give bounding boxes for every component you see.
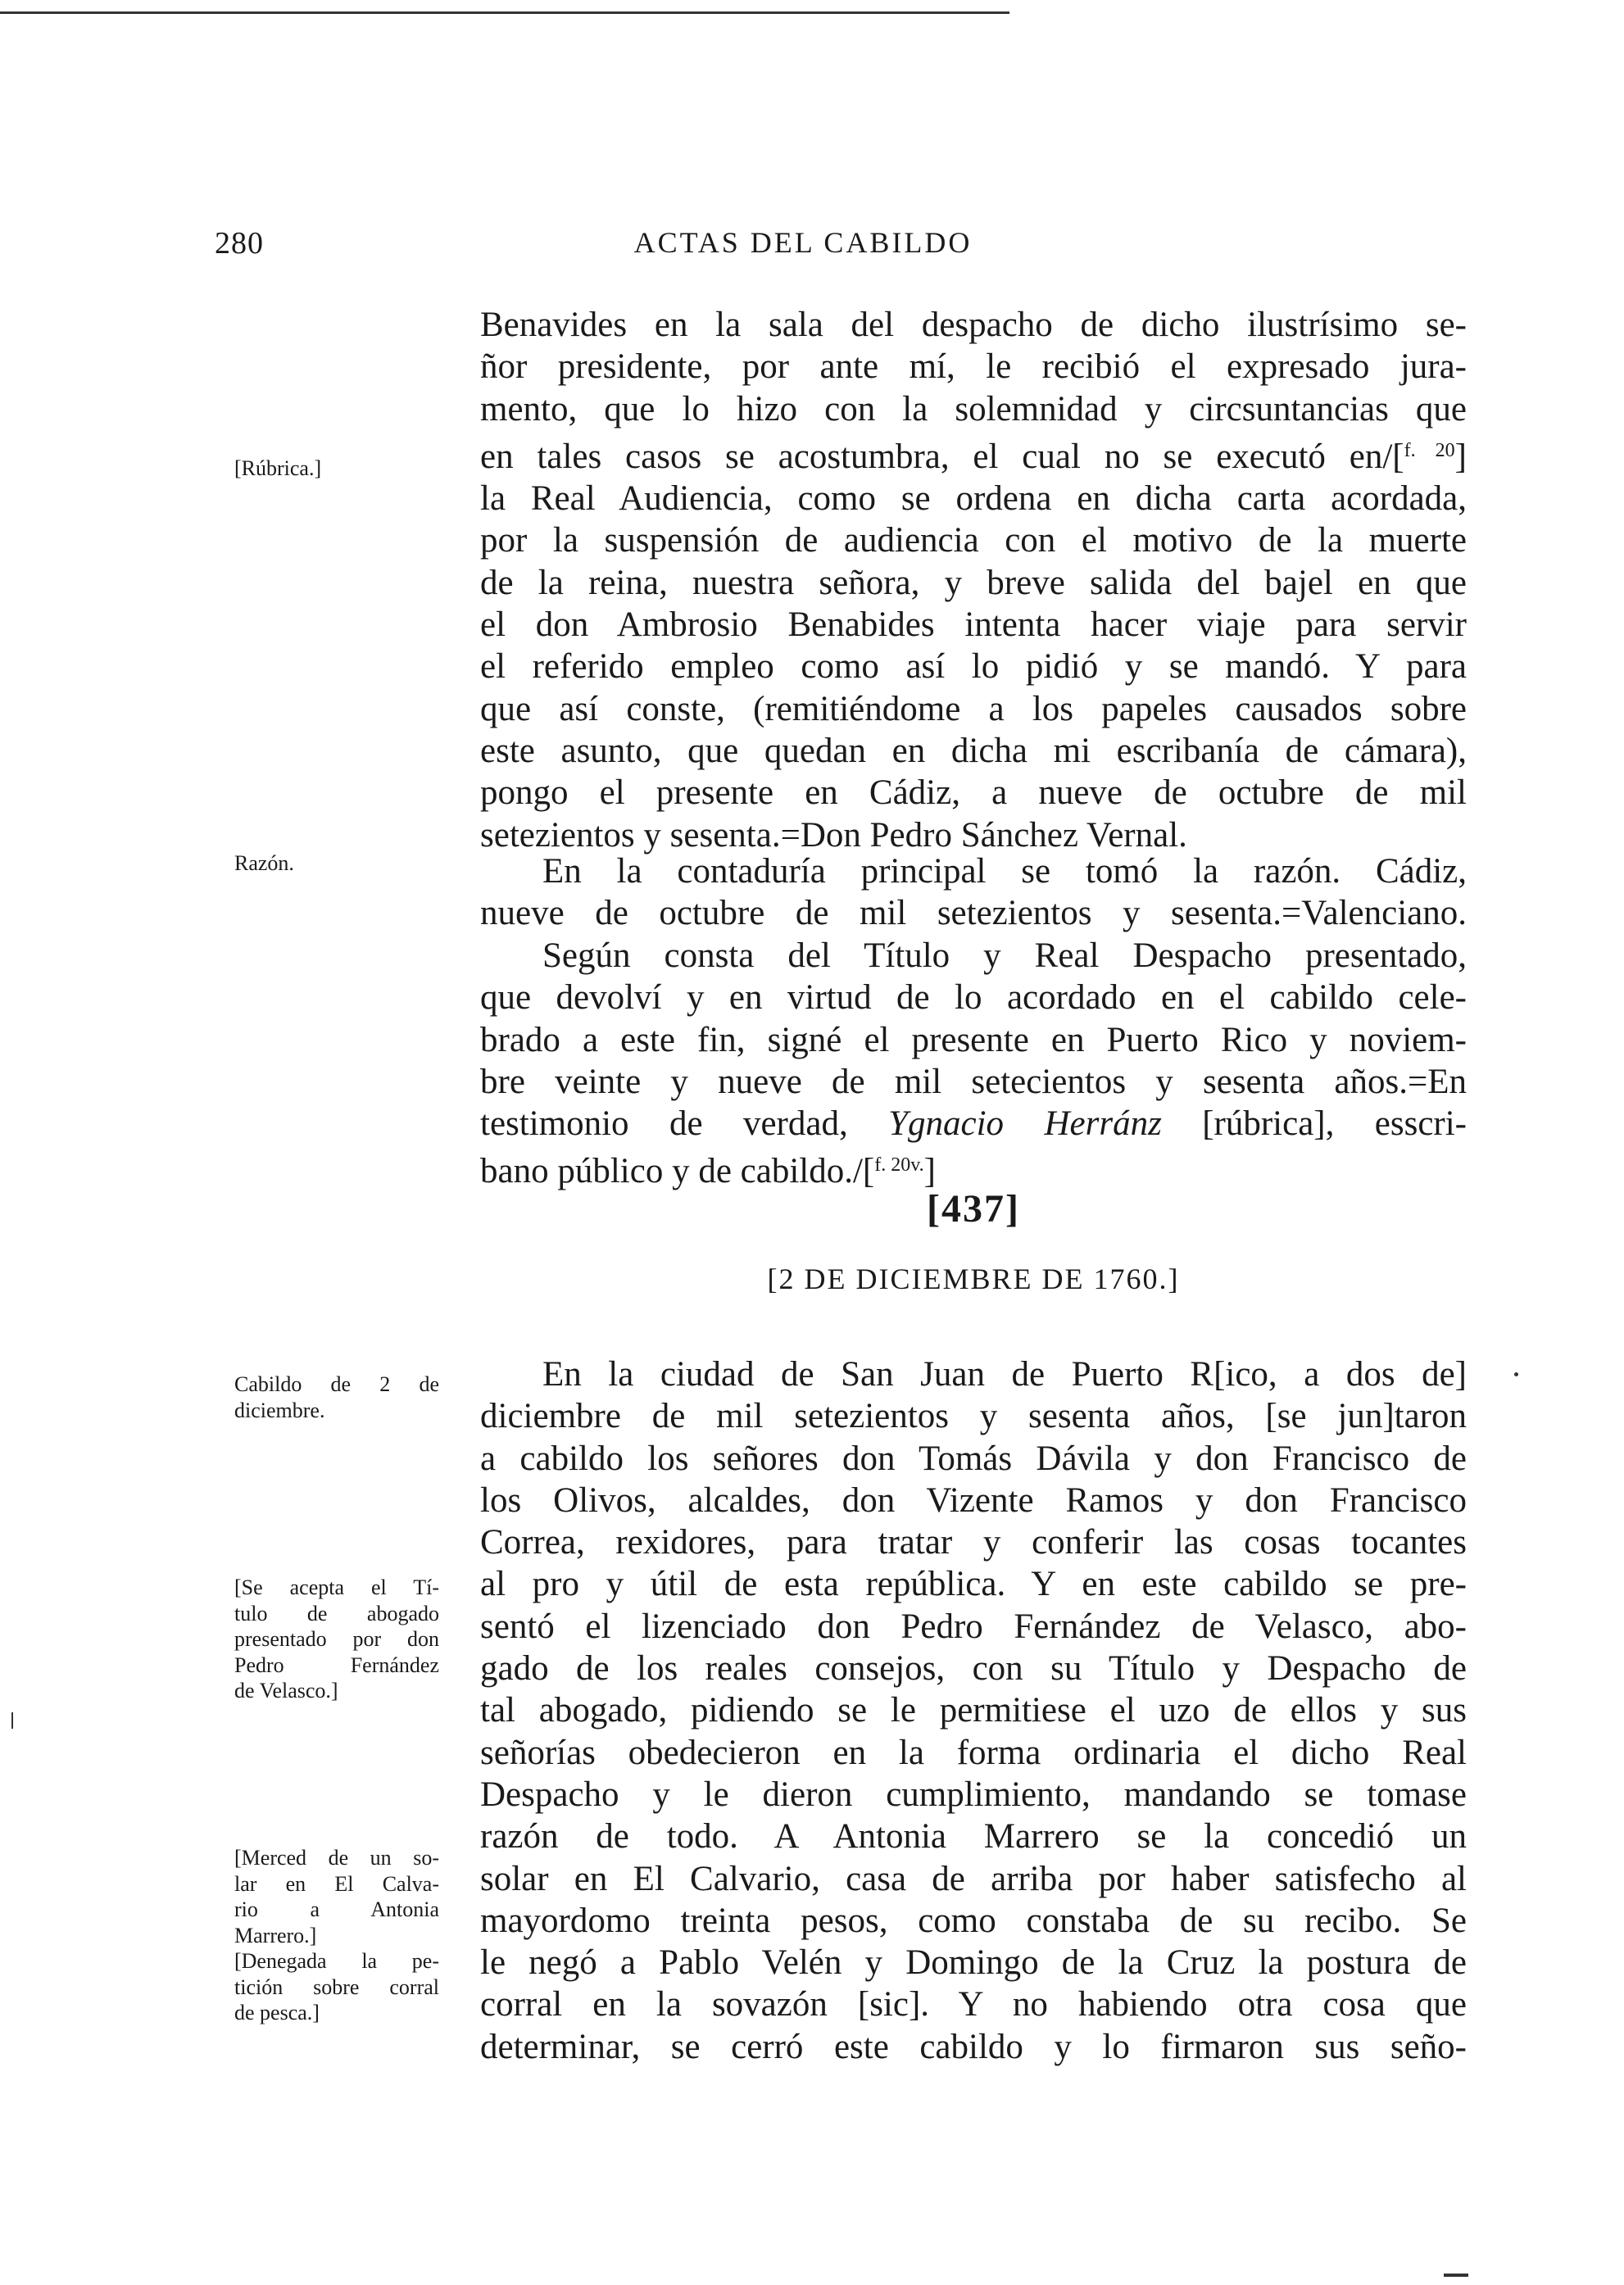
margin-note-merced: [Merced de un so- lar en El Calva- rio a Antonia Marrero.] [234, 1846, 439, 1947]
signatory-name: Ygnacio Herránz [888, 1104, 1162, 1144]
paragraph-certificacion: Benavides en la sala del despacho de dicho ilustrísimo se- ñor presidente, por ante mí, le recibió el expresado jura- mento, que lo hizo con la solemnidad y circsuntancias que en tales casos se acostumbra, el cual no se executó en/[$^{f. 20}$] la Real Audiencia, como se ordena en dicha carta acordada, por la suspensión de audiencia con el motivo de la muerte de la reina, nuestra señora, y breve salida del bajel en que el don Ambrosio Benabides intenta hacer viaje para servir el referido empleo como así lo pidió y se mandó. Y para que así conste, (remitiéndome a los papeles causados sobre este asunto, que quedan en dicha mi escribanía de cámara), pongo el presente en Cádiz, a nueve de octubre de mil setezientos y sesenta.=Don Pedro Sánchez Vernal. [480, 306, 1467, 855]
scan-mark [11, 1712, 13, 1729]
line-with-folio: bano público y de cabildo./[$^{f. 20v.}$] [480, 1152, 936, 1191]
running-title: ACTAS DEL CABILDO [633, 226, 973, 259]
top-rule [0, 11, 1009, 14]
document-number: [437] [927, 1187, 1020, 1231]
page-number: 280 [215, 226, 264, 261]
folio-marker: f. 20 [1404, 439, 1455, 461]
margin-note-cabildo: Cabildo de 2 de diciembre. [234, 1372, 439, 1422]
margin-note-rubrica: [Rúbrica.] [234, 456, 322, 480]
margin-note-denegada: [Denegada la pe- tición sobre corral de pesca.] [234, 1949, 439, 2024]
margin-note-titulo: [Se acepta el Tí- tulo de abogado presentado por don Pedro Fernández de Velasco.] [234, 1575, 439, 1702]
page-header [0, 225, 1624, 274]
document-date: [2 DE DICIEMBRE DE 1760.] [767, 1263, 1180, 1295]
paragraph-contaduria: En la contaduría principal se tomó la razón. Cádiz, nueve de octubre de mil setezientos y sesenta.=Valenciano. [480, 852, 1467, 933]
paragraph-titulo: Según consta del Título y Real Despacho presentado, que devolví y en virtud de lo acordado en el cabildo cele- brado a este fin, signé el presente en Puerto Rico y noviem- bre veinte y nueve de mil setecientos y sesenta años.=En testimonio de verdad, Ygnacio Herránz [rúbrica], esscri- bano público y de cabildo./[$^{f. 20v.}$] [480, 935, 1467, 1193]
paragraph-cabildo: En la ciudad de San Juan de Puerto R[ico, a dos de] diciembre de mil setezientos y sesenta años, [se jun]taron a cabildo los señores don Tomás Dávila y don Francisco de los Olivos, alcaldes, don Vizente Ramos y don Francisco Correa, rexidores, para tratar y conferir las cosas tocantes al pro y útil de esta república. Y en este cabildo se pre- sentó el lizenciado don Pedro Fernández de Velasco, abo- gado de los reales consejos, con su Título y Despacho de tal abogado, pidiendo se le permitiese el uzo de ellos y sus señorías obedecieron en la forma ordinaria el dicho Real Despacho y le dieron cumplimiento, mandando se tomase razón de todo. A Antonia Marrero se la concedió un solar en El Calvario, casa de arriba por haber satisfecho al mayordomo treinta pesos, como constaba de su recibo. Se le negó a Pablo Velén y Domingo de la Cruz la postura de corral en la sovazón [sic]. Y no habiendo otra cosa que determinar, se cerró este cabildo y lo firmaron sus seño- [480, 1355, 1467, 2066]
folio-marker: f. 20v. [874, 1154, 924, 1177]
scan-speck [1514, 1372, 1518, 1376]
margin-note-razon: Razón. [234, 851, 294, 875]
line-with-folio: en tales casos se acostumbra, el cual no se executó en/[$^{f. 20}$] [480, 437, 1467, 476]
scan-mark-bottom [1444, 2274, 1468, 2277]
line-with-signature: testimonio de verdad, Ygnacio Herránz [rúbrica], esscri- [480, 1104, 1467, 1144]
